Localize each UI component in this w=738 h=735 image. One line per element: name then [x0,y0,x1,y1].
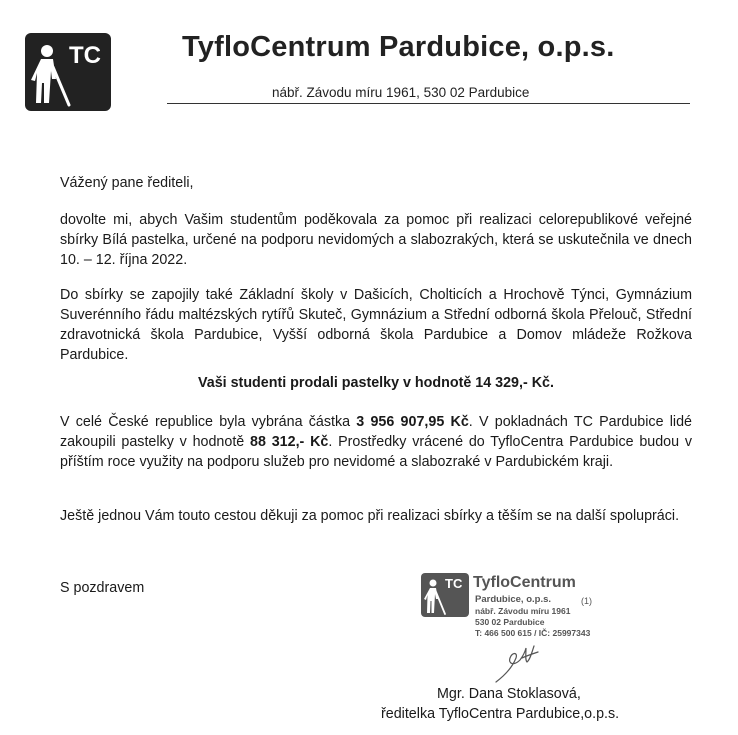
header-divider [167,103,690,104]
paragraph-thanks: dovolte mi, abych Vašim studentům poděkovala za pomoc při realizaci celorepublikové veřejné sbírky Bílá pastelka, určené na podporu nevidomých a slabozrakých, která se uskutečnila ve dnech 10. – 12. října 2022. [60,212,692,268]
organization-address: nábř. Závodu míru 1961, 530 02 Pardubice [272,85,530,100]
tyflocentrum-logo [25,33,111,111]
organization-stamp [421,573,611,643]
stamp-city: 530 02 Pardubice [475,617,545,627]
stamp-subtitle: Pardubice, o.p.s. [475,594,552,605]
totals-text-a: V celé České republice byla vybrána částka [60,414,357,430]
paragraph-totals [60,412,692,472]
stamp-title: TyfloCentrum [473,574,576,591]
stamp-contact: T: 466 500 615 / IČ: 25997343 [475,628,591,638]
national-amount: 3 956 907,95 Kč [356,414,469,430]
signer-role: ředitelka TyfloCentra Pardubice,o.p.s. [381,706,620,722]
logo-text: TC [69,42,101,69]
paragraph-participants: Do sbírky se zapojily také Základní školy v Dašicích, Cholticích a Hrochově Týnci, Gymnázium Suverénního řádu maltézských rytířů Skuteč, Gymnázium a Střední odborná škola Přelouč, Střední zdravotnická škola Pardubice, Vyšší odborná škola Pardubice a Domov mládeže Rožkova Pardubice. [60,287,692,363]
stamp-number: (1) [581,596,592,606]
organization-title: TyfloCentrum Pardubice, o.p.s. [182,31,615,63]
totals-text-c: . Prostředky vrácené do TyfloCentra Pardubice budou v příštím roce využity na podporu služeb pro nevidomé a slabozraké v Pardubickém kraji. [60,434,693,470]
pardubice-amount: 88 312,- Kč [250,434,329,450]
stamp-address: nábř. Závodu míru 1961 [475,606,571,616]
paragraph-closing-thanks: Ještě jednou Vám touto cestou děkuji za pomoc při realizaci sbírky a těším se na další spolupráci. [60,508,680,524]
closing-greeting: S pozdravem [60,580,145,596]
signer-name: Mgr. Dana Stoklasová, [437,686,581,702]
stamp-logo [421,573,469,617]
handwritten-signature [492,640,552,685]
highlight-amount: Vaši studenti prodali pastelky v hodnotě 14 329,- Kč. [198,375,554,391]
totals-text-b: . V pokladnách TC Pardubice lidé zakoupili pastelky v hodnotě [60,414,692,450]
stamp-logo-text: TC [445,576,463,591]
salutation: Vážený pane řediteli, [60,175,194,191]
